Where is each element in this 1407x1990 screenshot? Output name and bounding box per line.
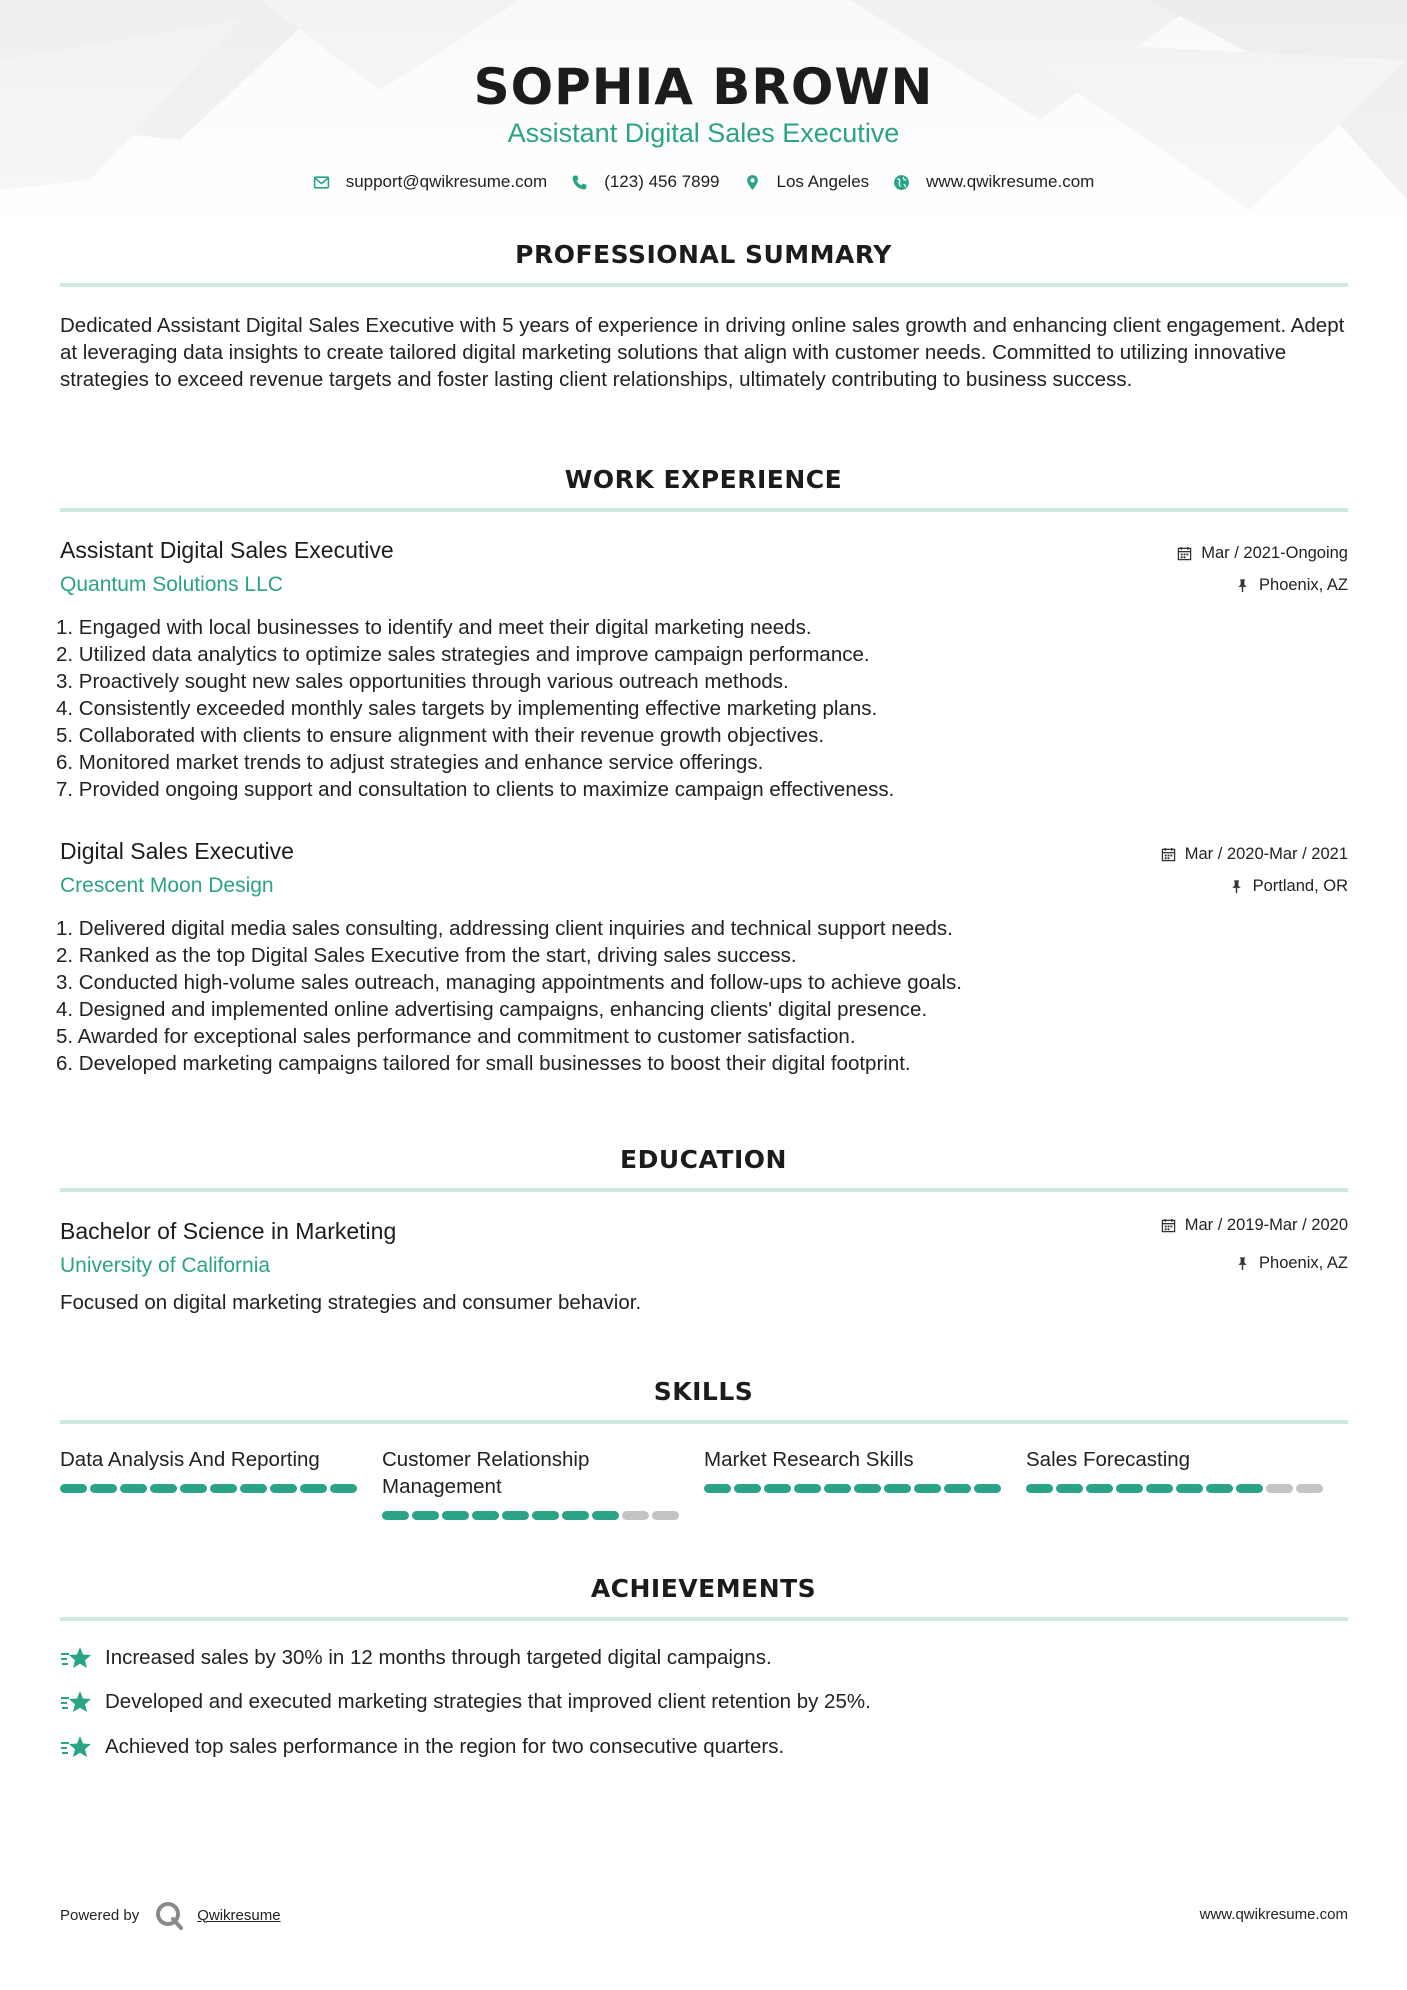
list-item: 2. Utilized data analytics to optimize sales strategies and improve campaign performance.	[56, 643, 870, 666]
skill-segment-filled	[382, 1511, 409, 1520]
phone-icon	[571, 174, 588, 191]
skill-segment-filled	[60, 1484, 87, 1493]
trophy-star-icon	[60, 1689, 92, 1715]
skill-name: Customer Relationship Management	[382, 1448, 590, 1498]
contact-website-text: www.qwikresume.com	[926, 172, 1095, 191]
skills-divider	[60, 1420, 1348, 1424]
education-divider	[60, 1188, 1348, 1192]
skill-item	[60, 1446, 382, 1520]
skill-name: Data Analysis And Reporting	[60, 1448, 320, 1471]
skill-item	[1026, 1446, 1348, 1520]
skill-segment-filled	[442, 1511, 469, 1520]
job-company: Quantum Solutions LLC	[60, 573, 283, 596]
skill-segment-filled	[764, 1484, 791, 1493]
globe-icon	[893, 174, 910, 191]
skill-segment-filled	[210, 1484, 237, 1493]
summary-text: Dedicated Assistant Digital Sales Executive with 5 years of experience in driving online sales growth and enhancing client engagement. Adept at leveraging data insights to create tailored digital marketing solutions that align with customer needs. Committed to utilizing innovative strategies to exceed revenue targets and foster lasting client relationships, ultimately contributing to business success.	[60, 314, 1345, 391]
summary-heading: PROFESSIONAL SUMMARY	[515, 240, 892, 269]
skill-name: Market Research Skills	[704, 1448, 914, 1471]
job-title: Digital Sales Executive	[60, 838, 294, 864]
list-item: 1. Engaged with local businesses to identify and meet their digital marketing needs.	[56, 616, 812, 639]
skill-segment-filled	[472, 1511, 499, 1520]
list-item: 6. Monitored market trends to adjust strategies and enhance service offerings.	[56, 751, 764, 774]
skill-segment-filled	[90, 1484, 117, 1493]
job-dates	[1161, 845, 1348, 864]
skill-segment-filled	[150, 1484, 177, 1493]
skill-segment-filled	[1086, 1484, 1113, 1493]
list-item: 5. Collaborated with clients to ensure alignment with their revenue growth objectives.	[56, 724, 825, 747]
powered-by-label: Powered by	[60, 1906, 140, 1924]
achievements-heading: ACHIEVEMENTS	[590, 1574, 817, 1603]
achievement-item	[60, 1689, 871, 1715]
contact-phone-text: (123) 456 7899	[604, 172, 720, 191]
education-heading: EDUCATION	[620, 1145, 787, 1174]
skill-segment-filled	[270, 1484, 297, 1493]
skill-segment-filled	[532, 1511, 559, 1520]
contact-email[interactable]	[313, 172, 548, 192]
skill-segment-filled	[794, 1484, 821, 1493]
list-item: 2. Ranked as the top Digital Sales Executive from the start, driving sales success.	[56, 944, 797, 967]
skill-segment-empty	[1296, 1484, 1323, 1493]
skill-item	[704, 1446, 1026, 1520]
education-location	[1235, 1254, 1348, 1273]
job-location-text: Phoenix, AZ	[1259, 576, 1348, 594]
skill-segment-filled	[300, 1484, 327, 1493]
skill-segment-empty	[652, 1511, 679, 1520]
skill-level-bar	[60, 1484, 382, 1493]
job-location	[1229, 877, 1348, 896]
envelope-icon	[313, 174, 330, 191]
skill-segment-filled	[974, 1484, 1001, 1493]
contact-location-text: Los Angeles	[776, 172, 870, 191]
skill-segment-filled	[1176, 1484, 1203, 1493]
footer-website[interactable]: www.qwikresume.com	[1199, 1906, 1348, 1923]
skill-segment-filled	[884, 1484, 911, 1493]
skill-segment-filled	[180, 1484, 207, 1493]
footer-powered-by	[60, 1900, 281, 1930]
experience-divider	[60, 508, 1348, 512]
pushpin-icon	[1235, 578, 1250, 593]
summary-divider	[60, 283, 1348, 287]
job-company: Crescent Moon Design	[60, 874, 274, 897]
job-dates-text: Mar / 2020-Mar / 2021	[1184, 845, 1348, 863]
achievements-divider	[60, 1617, 1348, 1621]
skill-segment-filled	[1026, 1484, 1053, 1493]
skill-segment-filled	[330, 1484, 357, 1493]
list-item: 4. Consistently exceeded monthly sales targets by implementing effective marketing plans.	[56, 697, 878, 720]
skill-segment-filled	[412, 1511, 439, 1520]
job-bullets	[56, 915, 1256, 1077]
education-dates-text: Mar / 2019-Mar / 2020	[1184, 1216, 1348, 1234]
brand-link[interactable]: Qwikresume	[197, 1906, 281, 1924]
skill-segment-filled	[944, 1484, 971, 1493]
skill-segment-filled	[1116, 1484, 1143, 1493]
skill-segment-filled	[734, 1484, 761, 1493]
job-location	[1235, 576, 1348, 595]
calendar-icon	[1177, 546, 1192, 561]
education-school: University of California	[60, 1254, 271, 1277]
contact-bar	[0, 172, 1407, 192]
pushpin-icon	[1229, 879, 1244, 894]
skill-segment-filled	[824, 1484, 851, 1493]
skills-grid	[60, 1446, 1348, 1520]
education-dates	[1161, 1216, 1348, 1235]
job-dates	[1177, 544, 1348, 563]
trophy-star-icon	[60, 1734, 92, 1760]
skill-segment-filled	[562, 1511, 589, 1520]
list-item: 1. Delivered digital media sales consulting, addressing client inquiries and technical support needs.	[56, 917, 953, 940]
calendar-icon	[1161, 1218, 1176, 1233]
skill-segment-filled	[120, 1484, 147, 1493]
list-item: 3. Conducted high-volume sales outreach, managing appointments and follow-ups to achieve goals.	[56, 971, 962, 994]
skill-level-bar	[1026, 1484, 1348, 1493]
job-location-text: Portland, OR	[1252, 877, 1348, 895]
job-title: Assistant Digital Sales Executive	[60, 537, 394, 563]
contact-email-text: support@qwikresume.com	[345, 172, 548, 191]
calendar-icon	[1161, 847, 1176, 862]
list-item: 7. Provided ongoing support and consultation to clients to maximize campaign effectiveness.	[56, 778, 895, 801]
skill-item	[382, 1446, 704, 1520]
contact-website[interactable]	[893, 172, 1094, 192]
candidate-role: Assistant Digital Sales Executive	[507, 118, 900, 148]
skill-segment-filled	[704, 1484, 731, 1493]
skill-segment-filled	[592, 1511, 619, 1520]
skill-segment-empty	[622, 1511, 649, 1520]
contact-location	[744, 172, 870, 192]
list-item: 4. Designed and implemented online advertising campaigns, enhancing clients' digital presence.	[56, 998, 928, 1021]
trophy-star-icon	[60, 1645, 92, 1671]
contact-phone[interactable]	[571, 172, 719, 192]
experience-heading: WORK EXPERIENCE	[564, 465, 843, 494]
qwikresume-logo-icon	[154, 1900, 184, 1930]
achievement-text: Increased sales by 30% in 12 months through targeted digital campaigns.	[105, 1646, 772, 1669]
skill-level-bar	[382, 1511, 704, 1520]
skill-segment-filled	[854, 1484, 881, 1493]
skills-heading: SKILLS	[653, 1377, 754, 1406]
list-item: 6. Developed marketing campaigns tailored for small businesses to boost their digital footprint.	[56, 1052, 911, 1075]
job-bullets	[56, 614, 1256, 803]
skill-segment-filled	[502, 1511, 529, 1520]
skill-segment-filled	[914, 1484, 941, 1493]
skill-name: Sales Forecasting	[1026, 1448, 1191, 1471]
education-location-text: Phoenix, AZ	[1259, 1254, 1348, 1272]
pushpin-icon	[1235, 1256, 1250, 1271]
list-item: 3. Proactively sought new sales opportunities through various outreach methods.	[56, 670, 789, 693]
education-degree: Bachelor of Science in Marketing	[60, 1218, 397, 1244]
education-description: Focused on digital marketing strategies and consumer behavior.	[60, 1291, 642, 1314]
skill-segment-filled	[1056, 1484, 1083, 1493]
list-item: 5. Awarded for exceptional sales performance and commitment to customer satisfaction.	[56, 1025, 856, 1048]
achievement-item	[60, 1734, 784, 1760]
map-pin-icon	[744, 174, 761, 191]
skill-level-bar	[704, 1484, 1026, 1493]
skill-segment-filled	[1146, 1484, 1173, 1493]
skill-segment-filled	[1236, 1484, 1263, 1493]
skill-segment-filled	[1206, 1484, 1233, 1493]
achievement-text: Developed and executed marketing strategies that improved client retention by 25%.	[105, 1690, 871, 1713]
achievement-item	[60, 1645, 772, 1671]
job-dates-text: Mar / 2021-Ongoing	[1201, 544, 1348, 562]
achievement-text: Achieved top sales performance in the region for two consecutive quarters.	[105, 1735, 785, 1758]
skill-segment-filled	[240, 1484, 267, 1493]
candidate-name: SOPHIA BROWN	[473, 58, 934, 116]
skill-segment-empty	[1266, 1484, 1293, 1493]
